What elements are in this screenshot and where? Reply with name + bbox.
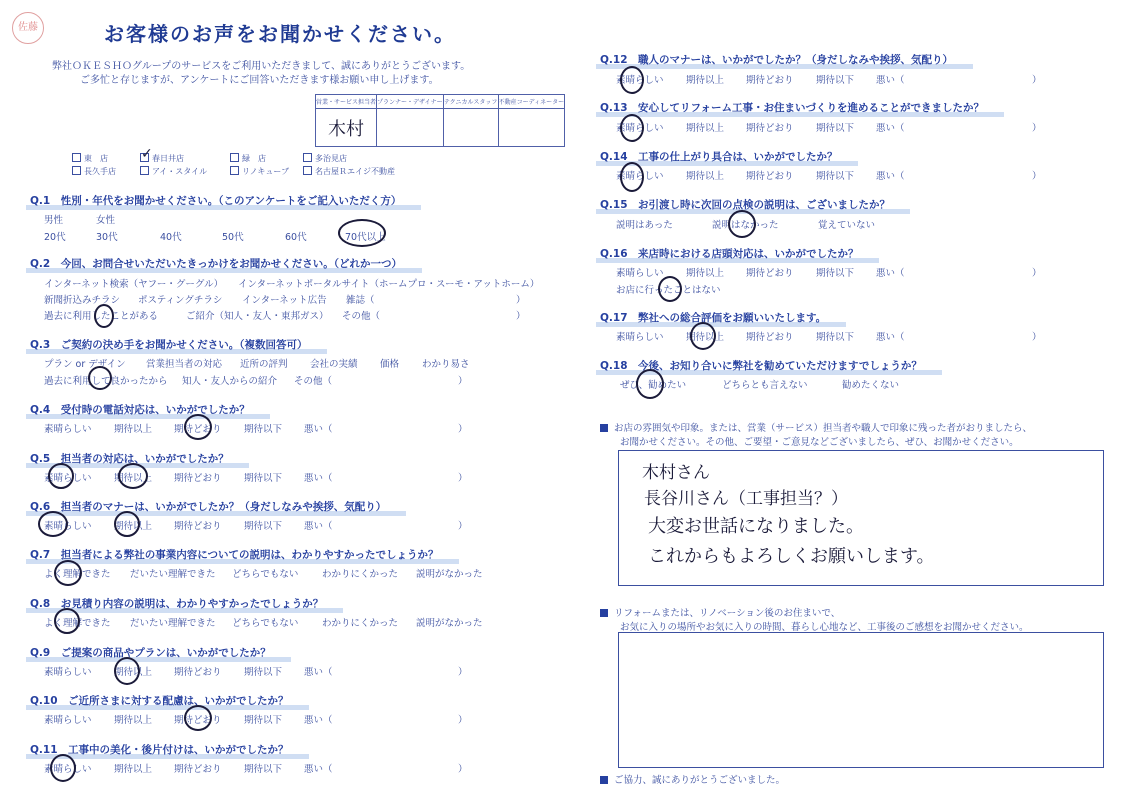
intro-line-2: ご多忙と存じますが、アンケートにご回答いただきます様お願い申し上げます。 <box>80 75 439 86</box>
q4-above[interactable]: 期待以上 <box>114 424 153 435</box>
q3-other-close: ） <box>458 376 468 387</box>
q13-bad-close: ） <box>1032 123 1042 134</box>
q5-label: Q.5 担当者の対応は、いかがでしたか？ <box>30 453 229 465</box>
q3-used-before[interactable]: 過去に利用して良かったから <box>44 376 168 387</box>
checkbox-icon <box>230 166 239 175</box>
q14-bad[interactable]: 悪い（ <box>876 171 905 182</box>
q11-label: Q.11 工事中の美化・後片付けは、いかがでしたか？ <box>30 744 289 756</box>
checkbox-icon <box>72 153 81 162</box>
q8-understood[interactable]: よく理解できた <box>44 618 111 629</box>
q3-clarity[interactable]: わかり易さ <box>422 359 470 370</box>
staff-header-planner: プランナー・デザイナー <box>377 95 444 109</box>
q6-bad[interactable]: 悪い（ <box>304 521 333 532</box>
q12-excellent[interactable]: 素晴らしい <box>616 75 664 86</box>
q13-above[interactable]: 期待以上 <box>686 123 725 134</box>
q16-bad-close: ） <box>1032 268 1042 279</box>
square-bullet-icon <box>600 609 608 617</box>
free2-label-1: リフォームまたは、リノベーション後のお住まいで、 <box>600 605 840 619</box>
handwriting-line-3: 大変お世話になりました。 <box>648 516 864 537</box>
answer-circle <box>658 276 682 302</box>
q17-bad[interactable]: 悪い（ <box>876 332 905 343</box>
q12-above[interactable]: 期待以上 <box>686 75 725 86</box>
q3-sales-response[interactable]: 営業担当者の対応 <box>146 359 223 370</box>
free-comment-box-2[interactable] <box>618 632 1104 768</box>
q15-dont-remember[interactable]: 覚えていない <box>818 220 876 231</box>
intro-line-1: 弊社ＯＫＥＳＨＯグループのサービスをご利用いただきまして、誠にありがとうございます。 <box>52 61 471 72</box>
square-bullet-icon <box>600 776 608 784</box>
store-east[interactable]: 東 店 <box>72 153 108 164</box>
q13-bad[interactable]: 悪い（ <box>876 123 905 134</box>
q3-price[interactable]: 価格 <box>380 359 400 370</box>
checkbox-icon <box>140 166 149 175</box>
checkbox-icon <box>230 153 239 162</box>
q11-above[interactable]: 期待以上 <box>114 764 153 775</box>
q2-other[interactable]: その他（ <box>342 311 381 322</box>
q11-excellent[interactable]: 素晴らしい <box>44 764 92 775</box>
q8-label: Q.8 お見積り内容の説明は、わかりやすかったでしょうか？ <box>30 598 324 610</box>
q9-label: Q.9 ご提案の商品やプランは、いかがでしたか？ <box>30 647 271 659</box>
q7-neutral[interactable]: どちらでもない <box>232 569 299 580</box>
q13-label: Q.13 安心してリフォーム工事・お住まいづくりを進めることができましたか？ <box>600 102 985 114</box>
q4-label: Q.4 受付時の電話対応は、いかがでしたか？ <box>30 404 250 416</box>
checkbox-icon <box>303 166 312 175</box>
staff-sales-name: 木村 <box>328 118 364 140</box>
q13-as-expected[interactable]: 期待どおり <box>746 123 794 134</box>
handwriting-line-1: 木村さん <box>642 463 710 483</box>
q7-understood[interactable]: よく理解できた <box>44 569 111 580</box>
answer-circle <box>620 66 644 94</box>
q6-bad-close: ） <box>458 521 468 532</box>
staff-technical-cell[interactable] <box>443 109 498 147</box>
q17-as-expected[interactable]: 期待どおり <box>746 332 794 343</box>
q17-excellent[interactable]: 素晴らしい <box>616 332 664 343</box>
q14-below[interactable]: 期待以下 <box>816 171 855 182</box>
handwriting-line-4: これからもよろしくお願いします。 <box>648 546 935 567</box>
q2-used-before[interactable]: 過去に利用したことがある <box>44 311 159 322</box>
answer-circle <box>184 705 212 731</box>
q7-unclear[interactable]: わかりにくかった <box>322 569 399 580</box>
q13-excellent[interactable]: 素晴らしい <box>616 123 664 134</box>
free2-label-2: お気に入りの場所やお気に入りの時間、暮らし心地など、工事後のご感想をお聞かせください。 <box>620 622 1029 633</box>
q16-above[interactable]: 期待以上 <box>686 268 725 279</box>
thanks-note: ご協力、誠にありがとうございました。 <box>600 772 785 786</box>
q5-below[interactable]: 期待以下 <box>244 473 283 484</box>
staff-table <box>315 94 565 147</box>
free1-label-2: お聞かせください。その他、ご要望・ご意見などございましたら、ぜひ、お聞かせください。 <box>620 437 1019 448</box>
q12-bad-close: ） <box>1032 75 1042 86</box>
q6-above[interactable]: 期待以上 <box>114 521 153 532</box>
free1-label-1: お店の雰囲気や印象。または、営業（サービス）担当者や職人で印象に残った者がおりましたら、 <box>600 420 1032 434</box>
store-renocube[interactable]: リノキューブ <box>230 166 289 177</box>
q9-above[interactable]: 期待以上 <box>114 667 153 678</box>
q12-below[interactable]: 期待以下 <box>816 75 855 86</box>
q14-excellent[interactable]: 素晴らしい <box>616 171 664 182</box>
q2-portal-site[interactable]: インターネットポータルサイト（ホームプロ・スーモ・アットホーム） <box>238 279 540 290</box>
store-tajimi[interactable]: 多治見店 <box>303 153 347 164</box>
q3-reputation[interactable]: 近所の評判 <box>240 359 288 370</box>
q14-above[interactable]: 期待以上 <box>686 171 725 182</box>
q17-label: Q.17 弊社への総合評価をお願いいたします。 <box>600 312 827 324</box>
answer-circle <box>88 366 112 390</box>
answer-circle <box>48 463 74 489</box>
q6-as-expected[interactable]: 期待どおり <box>174 521 222 532</box>
q11-bad[interactable]: 悪い（ <box>304 764 333 775</box>
answer-circle <box>38 511 68 537</box>
answer-circle <box>620 114 644 142</box>
q18-label: Q.18 今後、お知り合いに弊社を勧めていただけますでしょうか？ <box>600 360 922 372</box>
q10-label: Q.10 ご近所さまに対する配慮は、いかがでしたか？ <box>30 695 289 707</box>
q7-label: Q.7 担当者による弊社の事業内容についての説明は、わかりやすかったでしょうか？ <box>30 549 439 561</box>
q11-below[interactable]: 期待以下 <box>244 764 283 775</box>
q14-as-expected[interactable]: 期待どおり <box>746 171 794 182</box>
q5-bad-close: ） <box>458 473 468 484</box>
q12-label: Q.12 職人のマナーは、いかがでしたか？（身だしなみや挨拶、気配り） <box>600 54 954 66</box>
store-midori[interactable]: 緑 店 <box>230 153 266 164</box>
q2-posting-flyer[interactable]: ポスティングチラシ <box>138 295 223 306</box>
q9-below[interactable]: 期待以下 <box>244 667 283 678</box>
q6-below[interactable]: 期待以下 <box>244 521 283 532</box>
q3-label: Q.3 ご契約の決め手をお聞かせください。（複数回答可） <box>30 339 308 351</box>
q1-age-40[interactable]: 40代 <box>160 232 182 243</box>
answer-circle <box>184 414 212 440</box>
q2-newspaper-flyer[interactable]: 新聞折込みチラシ <box>44 295 121 306</box>
q12-as-expected[interactable]: 期待どおり <box>746 75 794 86</box>
q5-bad[interactable]: 悪い（ <box>304 473 333 484</box>
staff-planner-cell[interactable] <box>377 109 444 147</box>
q5-above[interactable]: 期待以上 <box>114 473 153 484</box>
q7-mostly[interactable]: だいたい理解できた <box>130 569 216 580</box>
q1-label: Q.1 性別・年代をお聞かせください。（このアンケートをご記入いただく方） <box>30 195 402 207</box>
q13-below[interactable]: 期待以下 <box>816 123 855 134</box>
q2-magazine[interactable]: 雑誌（ <box>346 295 375 306</box>
checkbox-icon <box>303 153 312 162</box>
q1-female[interactable]: 女性 <box>96 215 116 226</box>
q5-as-expected[interactable]: 期待どおり <box>174 473 222 484</box>
answer-circle <box>620 162 644 192</box>
q7-none[interactable]: 説明がなかった <box>416 569 483 580</box>
answer-circle <box>114 511 140 537</box>
q11-as-expected[interactable]: 期待どおり <box>174 764 222 775</box>
store-i-style[interactable]: アイ・スタイル <box>140 166 207 177</box>
q10-below[interactable]: 期待以下 <box>244 715 283 726</box>
staff-header-technical: テクニカルスタッフ <box>443 95 498 109</box>
answer-circle <box>94 304 114 328</box>
q1-age-20[interactable]: 20代 <box>44 232 66 243</box>
answer-circle <box>54 560 82 586</box>
q17-bad-close: ） <box>1032 332 1042 343</box>
q1-age-30[interactable]: 30代 <box>96 232 118 243</box>
q3-track-record[interactable]: 会社の実績 <box>310 359 358 370</box>
q16-never-visited[interactable]: お店に行ったことはない <box>616 285 721 296</box>
q8-neutral[interactable]: どちらでもない <box>232 618 299 629</box>
staff-realestate-cell[interactable] <box>498 109 565 147</box>
q10-bad[interactable]: 悪い（ <box>304 715 333 726</box>
q18-recommend[interactable]: ぜひ、勧めたい <box>620 380 687 391</box>
q18-not-recommend[interactable]: 勧めたくない <box>842 380 900 391</box>
q2-internet-search[interactable]: インターネット検索（ヤフー・グーグル） <box>44 279 224 290</box>
q16-below[interactable]: 期待以下 <box>816 268 855 279</box>
q4-bad-close: ） <box>458 424 468 435</box>
answer-circle <box>54 608 80 634</box>
answer-circle <box>118 463 148 489</box>
q18-neutral[interactable]: どちらとも言えない <box>722 380 808 391</box>
q2-label: Q.2 今回、お問合せいただいたきっかけをお聞かせください。（どれか一つ） <box>30 258 402 270</box>
q9-as-expected[interactable]: 期待どおり <box>174 667 222 678</box>
q1-age-70plus[interactable]: 70代以上 <box>345 232 386 243</box>
q16-bad[interactable]: 悪い（ <box>876 268 905 279</box>
q15-not-explained[interactable]: 説明はなかった <box>712 220 779 231</box>
q1-male[interactable]: 男性 <box>44 215 64 226</box>
q2-magazine-close: ） <box>516 295 526 306</box>
q6-excellent[interactable]: 素晴らしい <box>44 521 92 532</box>
q2-internet-ad[interactable]: インターネット広告 <box>242 295 327 306</box>
staff-header-realestate: 不動産コーディネーター <box>498 95 565 109</box>
q1-age-50[interactable]: 50代 <box>222 232 244 243</box>
q4-below[interactable]: 期待以下 <box>244 424 283 435</box>
q3-referral[interactable]: 知人・友人からの紹介 <box>182 376 278 387</box>
q6-label: Q.6 担当者のマナーは、いかがでしたか？（身だしなみや挨拶、気配り） <box>30 501 387 513</box>
square-bullet-icon <box>600 424 608 432</box>
q4-as-expected[interactable]: 期待どおり <box>174 424 222 435</box>
q16-as-expected[interactable]: 期待どおり <box>746 268 794 279</box>
store-kasugai[interactable]: 春日井店 <box>140 153 184 164</box>
q15-explained[interactable]: 説明はあった <box>616 220 673 231</box>
q11-bad-close: ） <box>458 764 468 775</box>
q9-bad-close: ） <box>458 667 468 678</box>
q10-as-expected[interactable]: 期待どおり <box>174 715 222 726</box>
q10-excellent[interactable]: 素晴らしい <box>44 715 92 726</box>
handwriting-line-2: 長谷川さん（工事担当？） <box>644 489 848 509</box>
q4-bad[interactable]: 悪い（ <box>304 424 333 435</box>
q2-referral[interactable]: ご紹介（知人・友人・東邦ガス） <box>186 311 329 322</box>
q8-none[interactable]: 説明がなかった <box>416 618 483 629</box>
q9-bad[interactable]: 悪い（ <box>304 667 333 678</box>
check-mark-icon: ✓ <box>141 146 153 162</box>
answer-circle <box>690 322 716 350</box>
q2-other-close: ） <box>516 311 526 322</box>
q9-excellent[interactable]: 素晴らしい <box>44 667 92 678</box>
q16-label: Q.16 来店時における店頭対応は、いかがでしたか？ <box>600 248 859 260</box>
q16-excellent[interactable]: 素晴らしい <box>616 268 664 279</box>
page-title: お客様のお声をお聞かせください。 <box>104 22 456 46</box>
q3-plan-design[interactable]: プラン or デザイン <box>44 359 126 370</box>
checkbox-icon <box>72 166 81 175</box>
stamp-text: 佐藤 <box>18 22 38 33</box>
q12-bad[interactable]: 悪い（ <box>876 75 905 86</box>
q10-above[interactable]: 期待以上 <box>114 715 153 726</box>
q1-age-60[interactable]: 60代 <box>285 232 307 243</box>
store-nagoya-r-age[interactable]: 名古屋Ｒエイジ不動産 <box>303 166 395 177</box>
seal-stamp <box>12 12 44 44</box>
answer-circle <box>114 657 140 685</box>
answer-circle <box>338 219 386 247</box>
answer-circle <box>50 754 76 782</box>
staff-sales-cell[interactable] <box>316 109 377 147</box>
q8-unclear[interactable]: わかりにくかった <box>322 618 399 629</box>
q14-label: Q.14 工事の仕上がり具合は、いかがでしたか？ <box>600 151 838 163</box>
answer-circle <box>636 369 664 399</box>
q4-excellent[interactable]: 素晴らしい <box>44 424 92 435</box>
q17-above[interactable]: 期待以上 <box>686 332 725 343</box>
staff-header-sales: 営業・サービス担当者 <box>316 95 377 109</box>
q17-below[interactable]: 期待以下 <box>816 332 855 343</box>
q10-bad-close: ） <box>458 715 468 726</box>
q8-mostly[interactable]: だいたい理解できた <box>130 618 216 629</box>
q5-excellent[interactable]: 素晴らしい <box>44 473 92 484</box>
store-nagakute[interactable]: 長久手店 <box>72 166 116 177</box>
q14-bad-close: ） <box>1032 171 1042 182</box>
q3-other[interactable]: その他（ <box>294 376 333 387</box>
answer-circle <box>728 210 756 238</box>
q15-label: Q.15 お引渡し時に次回の点検の説明は、ございましたか？ <box>600 199 891 211</box>
